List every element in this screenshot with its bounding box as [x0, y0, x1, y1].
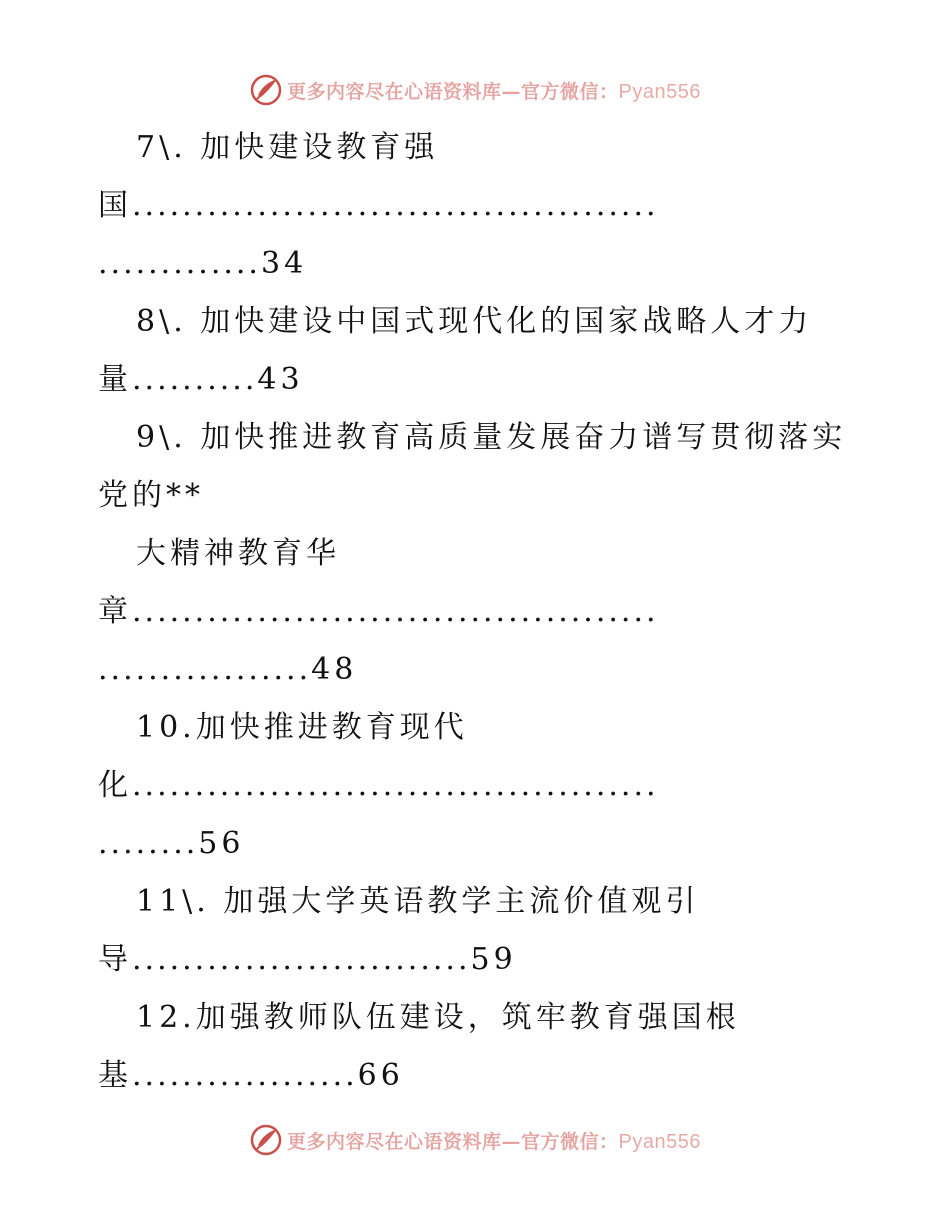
toc-leader-dots: ............. [98, 246, 261, 281]
toc-entry-lead: 章.......................................... [98, 594, 659, 629]
watermark-text: 更多内容尽在心语资料库—官方微信：Pyan556 [287, 80, 701, 103]
footer-watermark [0, 1120, 950, 1160]
toc-leader-dots: ........................... [132, 942, 471, 977]
toc-page-number: 34 [260, 246, 308, 281]
toc-leader-dots: .......... [132, 362, 258, 397]
toc-page-number: 66 [357, 1058, 404, 1093]
quill-logo-icon [249, 1123, 283, 1157]
toc-entry-lead: 化.......................................... [98, 768, 659, 803]
toc-entry-lead: 基..................66 [98, 1058, 404, 1093]
toc-leader-dots: .......................................... [132, 188, 659, 223]
watermark-id: Pyan556 [618, 80, 701, 103]
toc-page-number: 48 [311, 652, 358, 687]
toc-entry-title: 9\. 加快推进教育高质量发展奋力谱写贯彻落实 [136, 420, 847, 455]
toc-entry-title: 7\. 加快建设教育强 [136, 130, 439, 165]
toc-page-number: 43 [257, 362, 304, 397]
toc-page-number: 59 [470, 942, 517, 977]
toc-entry-pageline [98, 650, 357, 690]
toc-leader-dots: .......................................... [132, 594, 659, 629]
toc-entry-pageline [98, 824, 244, 864]
quill-logo-icon [249, 73, 283, 107]
toc-leader-dots: ................. [98, 652, 312, 687]
toc-entry-title: 11\. 加强大学英语教学主流价值观引 [136, 884, 700, 919]
toc-page-number: 56 [198, 826, 245, 861]
toc-leader-dots: ........ [98, 826, 199, 861]
toc-entry-lead: 党的** [98, 478, 204, 513]
header-watermark [0, 70, 950, 110]
toc-entry-title: 10.加快推进教育现代 [136, 710, 468, 745]
toc-entry-lead: 导...........................59 [98, 942, 517, 977]
toc-entry-lead: 国.......................................... [98, 188, 659, 223]
toc-entry-pageline [98, 244, 307, 284]
toc-entry-title: 大精神教育华 [136, 536, 340, 571]
toc-leader-dots: .................. [132, 1058, 358, 1093]
watermark-text: 更多内容尽在心语资料库—官方微信：Pyan556 [287, 1130, 701, 1153]
toc-leader-dots: .......................................... [132, 768, 659, 803]
toc-entry-title: 8\. 加快建设中国式现代化的国家战略人才力 [136, 304, 813, 339]
toc-entry-title: 12.加强教师队伍建设，筑牢教育强国根 [136, 1000, 740, 1035]
toc-entry-lead: 量..........43 [98, 362, 304, 397]
watermark-id: Pyan556 [618, 1130, 701, 1153]
